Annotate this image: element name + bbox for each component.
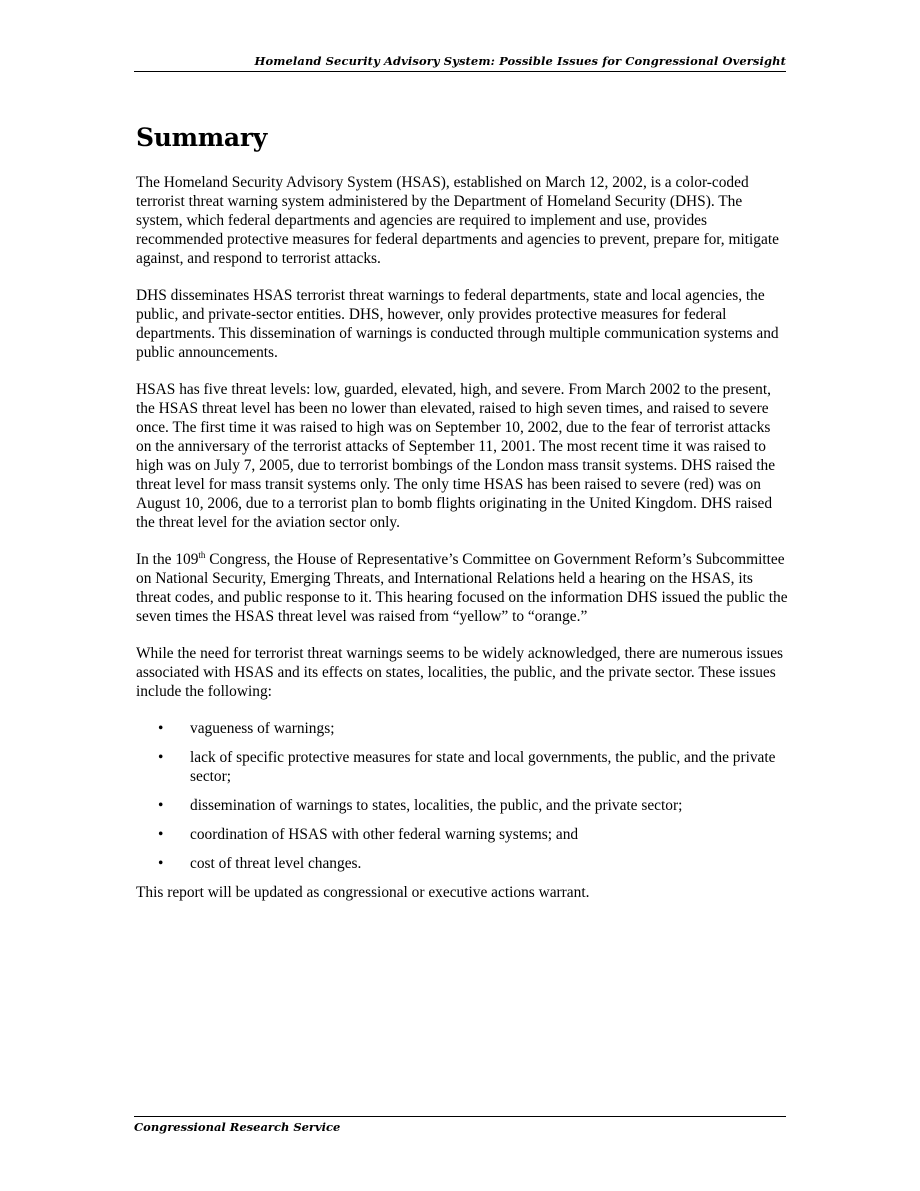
paragraph-closing: This report will be updated as congressional or executive actions warrant. [136, 884, 590, 901]
paragraph-issues-intro: While the need for terrorist threat warnings seems to be widely acknowledged, there are numerous issues associated with HSAS and its effects on states, localities, the public, and the private sector. These issues include the following: [136, 645, 784, 700]
list-item [136, 796, 788, 815]
paragraph-hsas-overview: The Homeland Security Advisory System (HSAS), established on March 12, 2002, is a color-coded terrorist threat warning system administered by the Department of Homeland Security (DHS). The system, which federal departments and agencies are required to implement and use, provides recommended protective measures for federal departments and agencies to prevent, prepare for, mitigate against, and respond to terrorist attacks. [136, 174, 779, 267]
congress-prefix: In the 109 [136, 551, 199, 568]
bullet-icon: • [158, 749, 164, 766]
list-item [136, 748, 788, 786]
bullet-icon: • [158, 720, 164, 737]
paragraph-dissemination: DHS disseminates HSAS terrorist threat warnings to federal departments, state and local agencies, the public, and private-sector entities. DHS, however, only provides protective measures for federal departments. This dissemination of warnings is conducted through multiple communication systems and public announcements. [136, 287, 779, 361]
paragraph-threat-levels: HSAS has five threat levels: low, guarded, elevated, high, and severe. From March 2002 to the present, the HSAS threat level has been no lower than elevated, raised to high seven times, and raised to severe once. The first time it was raised to high was on September 10, 2002, due to the fear of terrorist attacks on the anniversary of the terrorist attacks of September 11, 2001. The most recent time it was raised to high was on July 7, 2005, due to terrorist bombings of the London mass transit systems. DHS raised the threat level for mass transit systems only. The only time HSAS has been raised to severe (red) was on August 10, 2006, due to a terrorist plan to bomb flights originating in the United Kingdom. DHS raised the threat level for the aviation sector only. [136, 381, 776, 531]
congress-text: Congress, the House of Representative’s Committee on Government Reform’s Subcommittee on National Security, Emerging Threats, and International Relations held a hearing on the HSAS, its threat codes, and public response to it. This hearing focused on the information DHS issued the public the seven times the HSAS threat level was raised from “yellow” to “orange.” [136, 551, 788, 625]
bullet-icon: • [158, 797, 164, 814]
list-item [136, 719, 788, 738]
list-item-text: cost of threat level changes. [190, 855, 362, 872]
bullet-icon: • [158, 826, 164, 843]
list-item [136, 854, 788, 873]
page-title: Summary [136, 123, 267, 152]
list-item-text: coordination of HSAS with other federal warning systems; and [190, 826, 579, 843]
list-item-text: vagueness of warnings; [190, 720, 335, 737]
ordinal-superscript: th [198, 550, 206, 560]
paragraph-congress-hearing [136, 550, 788, 626]
bullet-icon: • [158, 855, 164, 872]
running-header: Homeland Security Advisory System: Possible Issues for Congressional Oversight [134, 54, 786, 72]
list-item [136, 825, 788, 844]
report-body [136, 124, 788, 920]
list-item-text: dissemination of warnings to states, localities, the public, and the private sector; [190, 797, 683, 814]
list-item-text: lack of specific protective measures for state and local governments, the public, and the private sector; [190, 749, 776, 785]
issues-list [136, 719, 788, 873]
page-footer: Congressional Research Service [134, 1116, 786, 1134]
